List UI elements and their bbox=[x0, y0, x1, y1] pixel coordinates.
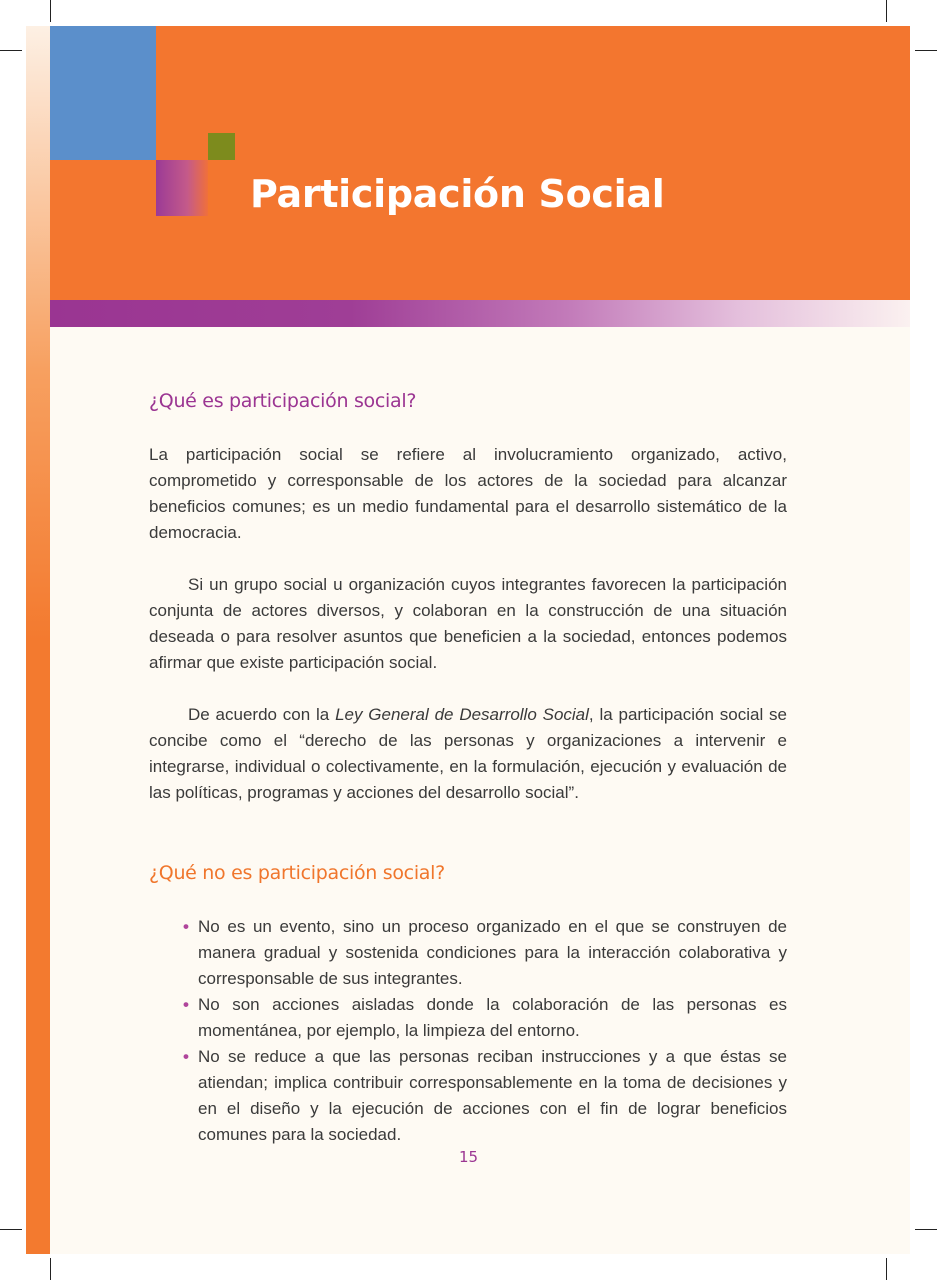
list-item-text: No es un evento, sino un proceso organizado en el que se construyen de manera gradual y sostenida condiciones para la interacción colaborativa y corresponsable de sus integrantes. bbox=[198, 917, 787, 988]
purple-gradient-bar bbox=[50, 300, 910, 327]
crop-mark bbox=[0, 1229, 22, 1230]
law-text-before: De acuerdo con la bbox=[188, 705, 336, 724]
list-item bbox=[183, 1044, 787, 1148]
paragraph-definition: La participación social se refiere al involucramiento organizado, activo, comprometido y corresponsable de los actores de la sociedad para alcanzar beneficios comunes; es un medio fundamental para el desarrollo sistemático de la democracia. bbox=[149, 445, 787, 542]
left-color-strip bbox=[26, 26, 50, 1254]
section-heading-what-is: ¿Qué es participación social? bbox=[149, 390, 417, 412]
crop-mark bbox=[886, 0, 887, 22]
crop-mark bbox=[50, 0, 51, 22]
list-item bbox=[183, 992, 787, 1044]
purple-square-decoration bbox=[156, 160, 208, 216]
bullet-icon: • bbox=[183, 1047, 189, 1066]
list-item-text: No son acciones aisladas donde la colaboración de las personas es momentánea, por ejemplo, la limpieza del entorno. bbox=[198, 995, 787, 1040]
blue-square-decoration bbox=[50, 26, 156, 160]
law-title: Ley General de Desarrollo Social bbox=[335, 705, 589, 724]
page-number: 15 bbox=[458, 1148, 479, 1166]
bullet-icon: • bbox=[183, 917, 189, 936]
crop-mark bbox=[915, 1229, 937, 1230]
list-item-text: No se reduce a que las personas reciban instrucciones y a que éstas se atiendan; implica contribuir corresponsablemente en la toma de decisiones y en el diseño y la ejecución de acciones con el fin de lograr beneficios comunes para la sociedad. bbox=[198, 1047, 787, 1144]
paragraph-social-group: Si un grupo social u organización cuyos integrantes favorecen la participación conjunta de actores diversos, y colaboran en la construcción de una situación deseada o para resolver asuntos que beneficien a la sociedad, entonces podemos afirmar que existe participación social. bbox=[149, 575, 787, 672]
section-heading-what-is-not: ¿Qué no es participación social? bbox=[149, 862, 445, 884]
paragraph-law bbox=[149, 702, 787, 806]
list-item bbox=[183, 914, 787, 992]
main-content bbox=[149, 386, 787, 1148]
crop-mark bbox=[886, 1258, 887, 1280]
bullet-list bbox=[149, 914, 787, 1148]
crop-mark bbox=[915, 50, 937, 51]
green-square-decoration bbox=[208, 133, 235, 160]
crop-mark bbox=[50, 1258, 51, 1280]
page-title: Participación Social bbox=[250, 172, 665, 216]
crop-mark bbox=[0, 50, 22, 51]
law-text-after: , la participación social se concibe como el “derecho de las personas y organizaciones a intervenir e integrarse, individual o colectivamente, en la formulación, ejecución y evaluación de las políticas, programas y acciones del desarrollo social”. bbox=[149, 705, 787, 802]
bullet-icon: • bbox=[183, 995, 189, 1014]
